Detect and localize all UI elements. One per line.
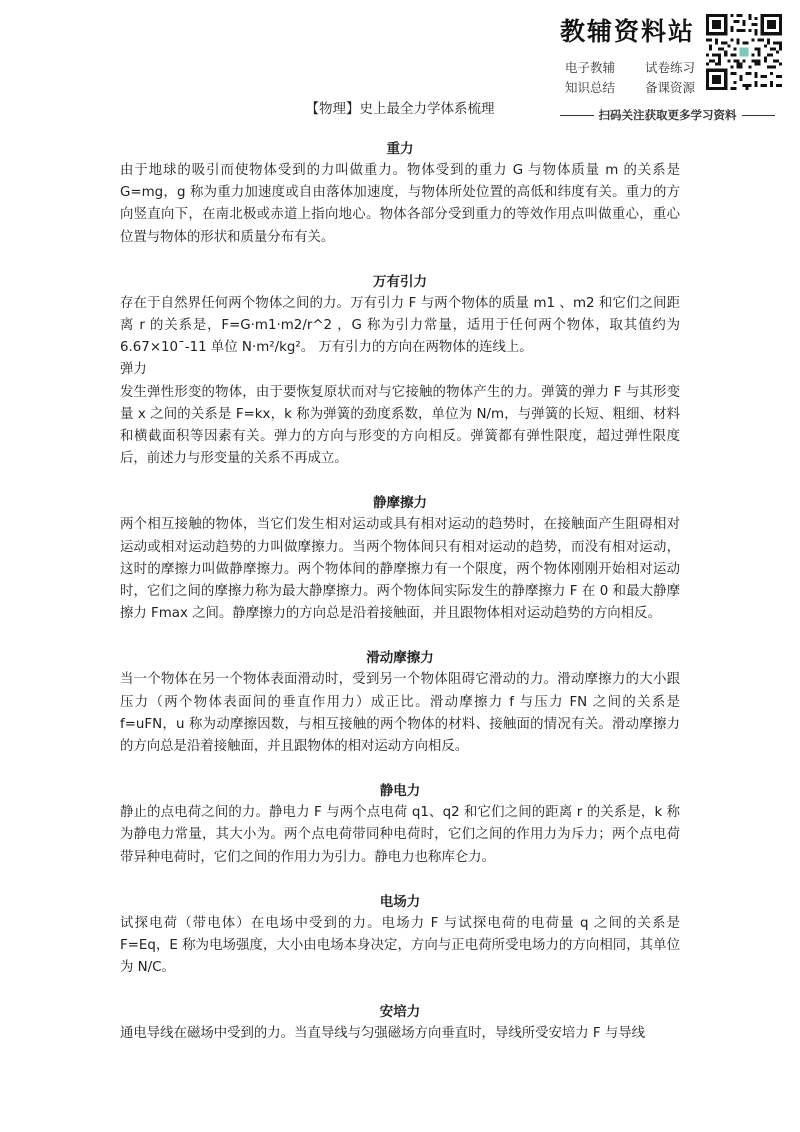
section-sliding-friction: [120, 647, 680, 758]
section-ampere-force: [120, 1001, 680, 1045]
section-gravity: [120, 138, 680, 249]
section-gap: [120, 869, 680, 891]
section-text: 试探电荷（带电体）在电场中受到的力。电场力 F 与试探电荷的电荷量 q 之间的关系是 F=Eq，E 称为电场强度，大小由电场本身决定，方向与正电荷所受电场力的方向相同，其单位为 N/C。: [120, 915, 680, 976]
section-text: 两个相互接触的物体，当它们发生相对运动或具有相对运动的趋势时，在接触面产生阻碍相对运动或相对运动趋势的力叫做摩擦力。当两个物体间只有相对运动的趋势，而没有相对运动，这时的摩擦力叫做静摩擦力。两个物体间的静摩擦力有一个限度，两个物体刚刚开始相对运动时，它们之间的摩擦力称为最大静摩擦力。两个物体间实际发生的静摩擦力 F 在 0 和最大静摩擦力 Fmax 之间。静摩擦力的方向总是沿着接触面，并且跟物体相对运动趋势的方向相反。: [120, 517, 680, 622]
section-gap: [120, 470, 680, 492]
qr-code-graphic: [706, 14, 782, 90]
section-title: 万有引力: [373, 273, 427, 290]
section-static-friction: [120, 492, 680, 625]
subsection-title-elastic-force: 弹力: [120, 362, 147, 378]
section-title: 电场力: [379, 893, 421, 910]
section-title: 滑动摩擦力: [366, 650, 434, 667]
document-body: [120, 138, 680, 1046]
link-lesson-resources[interactable]: 备课资源: [644, 80, 695, 95]
brand-links: [565, 58, 695, 98]
section-title: 静摩擦力: [373, 495, 427, 512]
section-electrostatic-force: [120, 780, 680, 869]
left-dash-divider: [560, 115, 594, 116]
section-title: 安培力: [379, 1004, 421, 1021]
link-exam-practice[interactable]: 试卷练习: [644, 60, 695, 75]
section-title: 静电力: [379, 783, 421, 800]
section-text: 当一个物体在另一个物体表面滑动时，受到另一个物体阻碍它滑动的力。滑动摩擦力的大小跟压力（两个物体表面间的垂直作用力）成正比。滑动摩擦力 f 与压力 FN 之间的关系是 f=uFN，u 称为动摩擦因数，与相互接触的两个物体的材料、接触面的情况有关。滑动摩擦力的方向总是沿着接触面，并且跟物体的相对运动方向相反。: [120, 672, 680, 755]
section-text: 存在于自然界任何两个物体之间的力。万有引力 F 与两个物体的质量 m1 、m2 和它们之间距离 r 的关系是，F=G·m1·m2/r^2 ，G 称为引力常量，适用于任何两个物体，取其值约为 6.67×10ˉ-11 单位 N·m²/kg²。 万有引力的方向在两物体的连线上。: [120, 295, 680, 356]
section-text: 通电导线在磁场中受到的力。当直导线与匀强磁场方向垂直时，导线所受安培力 F 与导线: [120, 1026, 646, 1042]
section-universal-gravitation: [120, 271, 680, 471]
section-gap: [120, 249, 680, 271]
brand-title: 教辅资料站: [560, 17, 696, 46]
subsection-text: 发生弹性形变的物体，由于要恢复原状而对与它接触的物体产生的力。弹簧的弹力 F 与其形变量 x 之间的关系是 F=kx，k 称为弹簧的劲度系数，单位为 N/m，与弹簧的长短、粗细、材料和横截面积等因素有关。弹力的方向与形变的方向相反。弹簧都有弹性限度，超过弹性限度后，前述力与形变量的关系不再成立。: [120, 384, 680, 467]
scan-qr-text: 扫码关注获取更多学习资料: [598, 108, 737, 122]
scan-qr-caption: [560, 107, 775, 123]
section-text: 由于地球的吸引而使物体受到的力叫做重力。物体受到的重力 G 与物体质量 m 的关系是 G=mg，g 称为重力加速度或自由落体加速度，与物体所处位置的高低和纬度有关。重力的方向竖直向下，在南北极或赤道上指向地心。物体各部分受到重力的等效作用点叫做重心，重心位置与物体的形状和质量分布有关。: [120, 163, 680, 245]
section-gap: [120, 758, 680, 780]
link-electronic-tutoring[interactable]: 电子教辅: [565, 60, 616, 75]
link-knowledge-summary[interactable]: 知识总结: [565, 80, 616, 95]
qr-code-icon[interactable]: [706, 14, 782, 90]
right-dash-divider: [742, 115, 776, 116]
section-title: 重力: [386, 141, 414, 157]
section-text: 静止的点电荷之间的力。静电力 F 与两个点电荷 q1、q2 和它们之间的距离 r 的关系是，k 称为静电力常量，其大小为。两个点电荷带同种电荷时，它们之间的作用力为斥力；两个点电荷带异种电荷时，它们之间的作用力为引力。静电力也称库仑力。: [120, 805, 680, 865]
section-gap: [120, 979, 680, 1001]
document-title: 【物理】史上最全力学体系梳理: [305, 101, 495, 117]
section-electric-field-force: [120, 891, 680, 980]
section-gap: [120, 625, 680, 647]
